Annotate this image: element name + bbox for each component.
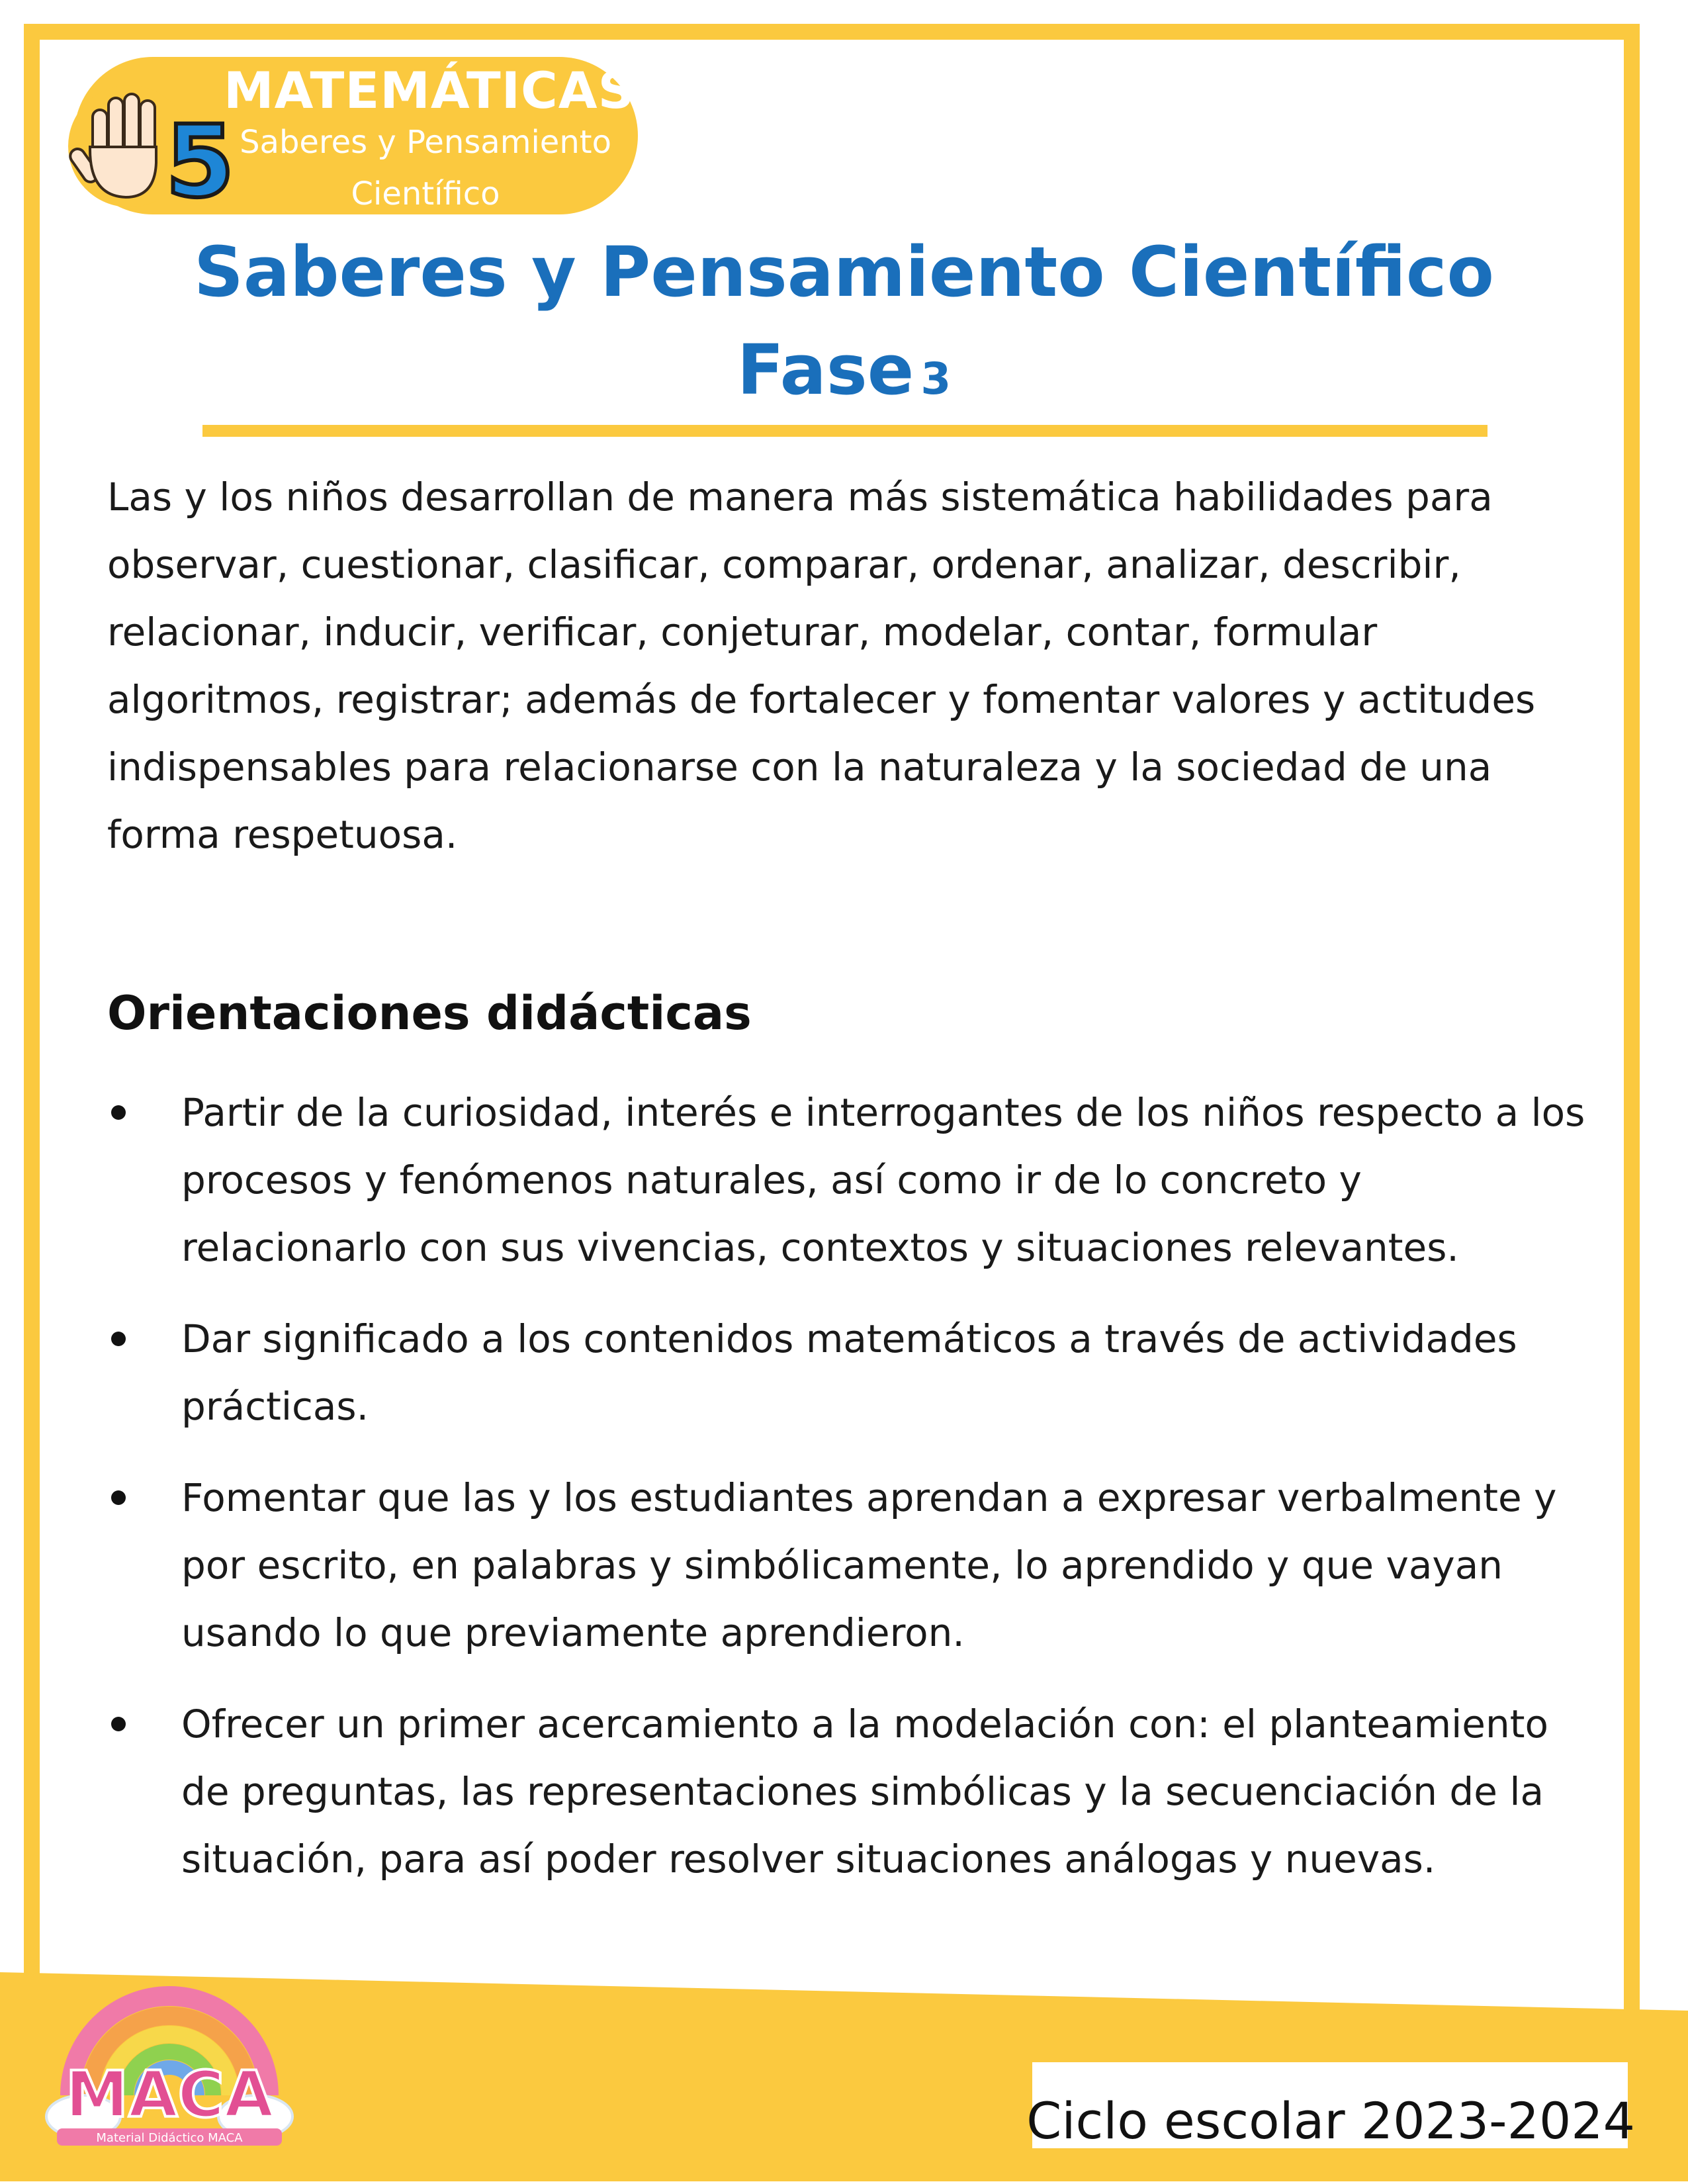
list-item — [107, 1690, 1596, 1893]
list-item-text: Fomentar que las y los estudiantes aprendan a expresar verbalmente y por escrito, en palabras y simbólicamente, lo aprendido y que vayan usando lo que previamente aprendieron. — [181, 1475, 1557, 1655]
intro-paragraph: Las y los niños desarrollan de manera más sistemática habilidades para observar, cuestionar, clasificar, comparar, ordenar, analizar, describir, relacionar, inducir, verificar, conjeturar, modelar, contar, formular algoritmos, registrar; además de fortalecer y fomentar valores y actitudes indispensables para relacionarse con la naturaleza y la sociedad de una forma respetuosa. — [107, 475, 1536, 857]
hand-icon — [66, 83, 235, 220]
title-divider — [202, 425, 1488, 437]
fase-title — [0, 330, 1688, 410]
badge-subtitle — [224, 116, 627, 220]
fase-number: 3 — [920, 353, 952, 404]
bullet-icon — [111, 1332, 126, 1346]
logo-text: MACA — [65, 2058, 274, 2132]
bullet-icon — [111, 1717, 126, 1731]
school-cycle: Ciclo escolar 2023-2024 — [1026, 2091, 1635, 2150]
list-item — [107, 1079, 1596, 1281]
bullet-icon — [111, 1490, 126, 1505]
fase-word: Fase — [736, 330, 914, 410]
rainbow-logo-icon — [44, 1963, 295, 2151]
badge-title: MATEMÁTICAS — [224, 61, 635, 120]
list-item — [107, 1464, 1596, 1666]
orientaciones-list — [107, 1079, 1596, 1917]
list-item-text: Dar significado a los contenidos matemáticos a través de actividades prácticas. — [181, 1316, 1517, 1429]
list-item-text: Partir de la curiosidad, interés e interrogantes de los niños respecto a los procesos y fenómenos naturales, así como ir de lo concreto y relacionarlo con sus vivencias, contextos y situaciones relevantes. — [181, 1090, 1585, 1270]
list-item-text: Ofrecer un primer acercamiento a la modelación con: el planteamiento de preguntas, las representaciones simbólicas y la secuenciación de la situación, para así poder resolver situaciones análogas y nuevas. — [181, 1702, 1548, 1882]
badge-subtitle-line2: Científico — [351, 175, 500, 212]
grade-number: 5 — [165, 105, 235, 220]
section-heading: Orientaciones didácticas — [107, 986, 752, 1040]
page-title: Saberes y Pensamiento Científico — [194, 232, 1494, 312]
list-item — [107, 1305, 1596, 1440]
bullet-icon — [111, 1105, 126, 1120]
badge-subtitle-line1: Saberes y Pensamiento — [240, 124, 611, 161]
logo-caption: Material Didáctico MACA — [96, 2131, 243, 2145]
